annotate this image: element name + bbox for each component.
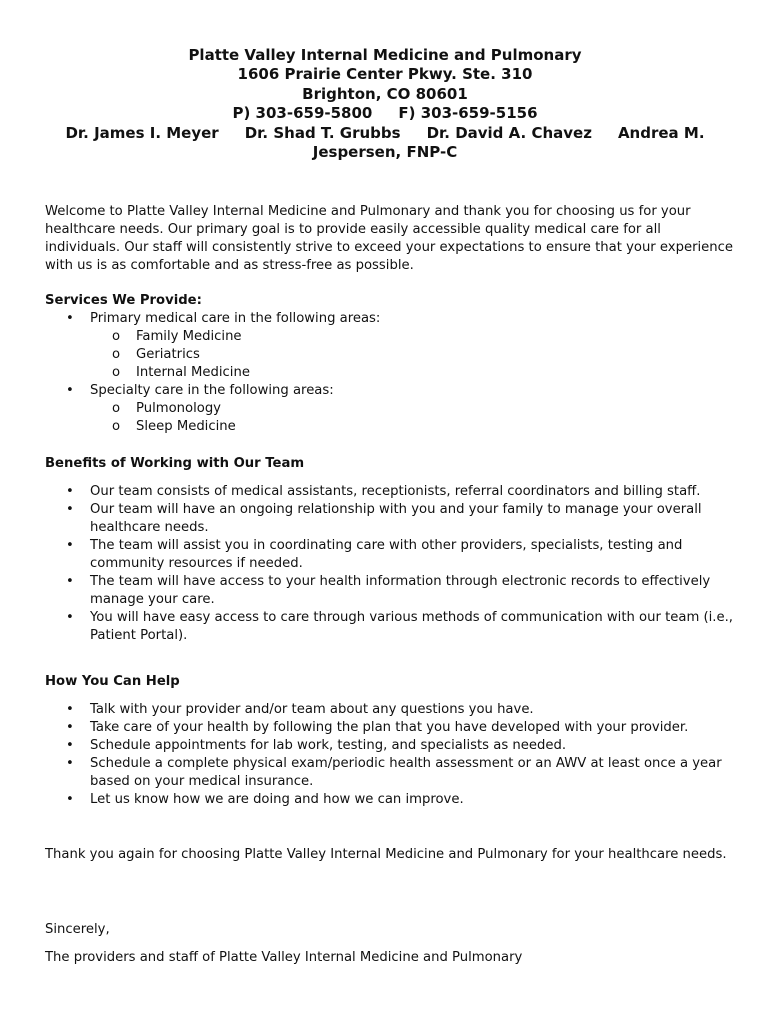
benefits-section	[45, 455, 735, 645]
sub-list-item: o Internal Medicine	[90, 364, 735, 382]
practice-name: Platte Valley Internal Medicine and Pulmonary	[188, 46, 582, 64]
sub-list	[90, 328, 735, 382]
list-item	[45, 382, 735, 436]
closing-section	[45, 846, 735, 864]
list-item: • Our team consists of medical assistants, receptionists, referral coordinators and billing staff.	[45, 483, 735, 501]
benefits-heading: Benefits of Working with Our Team	[45, 456, 305, 471]
sub-list-item: o Geriatrics	[90, 346, 735, 364]
help-section	[45, 673, 735, 809]
signature-section	[45, 949, 735, 967]
address-line-1: 1606 Prairie Center Pkwy. Ste. 310	[237, 65, 533, 84]
intro-section	[45, 203, 735, 275]
provider-name: Andrea M. Jespersen, FNP-C	[312, 123, 705, 162]
provider-name: Dr. James I. Meyer	[65, 123, 219, 142]
list-item: • The team will assist you in coordinating care with other providers, specialists, testing and community resources if needed.	[45, 537, 735, 573]
salutation-section	[45, 921, 735, 939]
benefits-list	[45, 483, 735, 645]
provider-name: Dr. Shad T. Grubbs	[244, 123, 401, 142]
sub-list-item: o Pulmonology	[90, 400, 735, 418]
list-item: • Schedule appointments for lab work, testing, and specialists as needed.	[45, 737, 735, 755]
services-section	[45, 292, 735, 436]
list-item: • You will have easy access to care through various methods of communication with our team (i.e., Patient Portal).	[45, 609, 735, 645]
phone-number: P) 303-659-5800	[232, 104, 373, 123]
list-item: • Our team will have an ongoing relationship with you and your family to manage your overall healthcare needs.	[45, 501, 735, 537]
service-group-label: Specialty care in the following areas:	[90, 383, 334, 398]
intro-paragraph: Welcome to Platte Valley Internal Medicine and Pulmonary and thank you for choosing us for your healthcare needs. Our primary goal is to provide easily accessible quality medical care for all individuals. Our staff will consistently strive to exceed your expectations to ensure that your experience with us is as comfortable and as stress-free as possible.	[45, 204, 734, 273]
salutation: Sincerely,	[45, 922, 110, 937]
thanks-paragraph: Thank you again for choosing Platte Valley Internal Medicine and Pulmonary for your healthcare needs.	[45, 847, 727, 862]
provider-list	[40, 124, 730, 163]
letterhead	[40, 46, 730, 162]
help-list	[45, 701, 735, 809]
list-item: • Schedule a complete physical exam/periodic health assessment or an AWV at least once a year based on your medical insurance.	[45, 755, 735, 791]
address-line-2: Brighton, CO 80601	[302, 84, 468, 103]
list-item: • Let us know how we are doing and how we can improve.	[45, 791, 735, 809]
services-heading: Services We Provide:	[45, 293, 202, 308]
sub-list-item: o Family Medicine	[90, 328, 735, 346]
service-group-label: Primary medical care in the following areas:	[90, 311, 381, 326]
list-item	[45, 310, 735, 382]
list-item: • The team will have access to your health information through electronic records to effectively manage your care.	[45, 573, 735, 609]
sub-list	[90, 400, 735, 436]
provider-name: Dr. David A. Chavez	[426, 123, 592, 142]
services-list	[45, 310, 735, 436]
signature: The providers and staff of Platte Valley Internal Medicine and Pulmonary	[45, 950, 523, 965]
sub-list-item: o Sleep Medicine	[90, 418, 735, 436]
list-item: • Talk with your provider and/or team about any questions you have.	[45, 701, 735, 719]
fax-number: F) 303-659-5156	[398, 104, 538, 123]
contact-line	[40, 104, 730, 123]
list-item: • Take care of your health by following the plan that you have developed with your provider.	[45, 719, 735, 737]
help-heading: How You Can Help	[45, 674, 180, 689]
